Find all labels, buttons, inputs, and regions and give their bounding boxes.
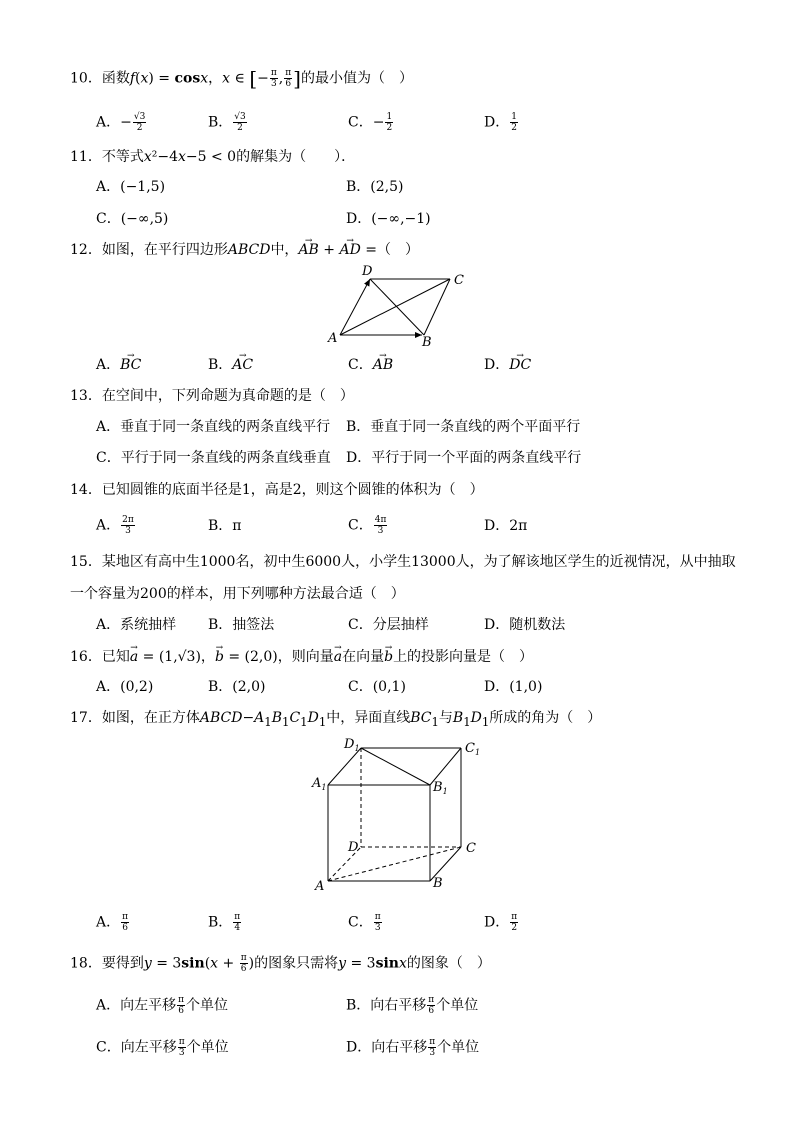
q15-option-d[interactable]: D．随机数法 bbox=[484, 617, 566, 633]
point-label-b: B bbox=[422, 335, 432, 350]
q12-option-d[interactable]: D．→ DC bbox=[484, 356, 531, 374]
point-label-c1: $C_1$ bbox=[465, 741, 481, 757]
q14-option-d[interactable]: D．2π bbox=[484, 518, 528, 534]
q14-option-a[interactable]: A． $\frac{2\pi}{3}$ bbox=[96, 515, 134, 536]
q17-option-d[interactable]: D． $\frac{\pi}{2}$ bbox=[484, 912, 518, 933]
q11-option-d[interactable]: D．(−∞,−1) bbox=[346, 211, 431, 227]
question-18: 18．要得到y = 3sin(x + $\frac{\pi}{6}$ )的图象只需将y = 3sinx的图象（ ） bbox=[70, 953, 491, 974]
q13-option-b[interactable]: B．垂直于同一条直线的两个平面平行 bbox=[346, 419, 581, 435]
q11-option-a[interactable]: A．(−1,5) bbox=[96, 179, 166, 195]
q13-option-d[interactable]: D．平行于同一个平面的两条直线平行 bbox=[346, 450, 582, 466]
q17-option-a[interactable]: A． $\frac{\pi}{6}$ bbox=[96, 912, 129, 933]
q16-option-a[interactable]: A．(0,2) bbox=[96, 679, 154, 695]
question-10: 10．函数f(x) = cosx，x ∈ [− $\frac{\pi}{3}$ , $\frac{\pi}{6}$ ]的最小值为（ ） bbox=[70, 66, 413, 91]
q16-option-d[interactable]: D．(1,0) bbox=[484, 679, 543, 695]
point-label-a: A bbox=[315, 879, 325, 894]
question-15-line-2: 一个容量为200的样本，用下列哪种方法最合适（ ） bbox=[70, 586, 405, 602]
point-label-b: B bbox=[433, 876, 443, 891]
q18-option-b[interactable]: B．向右平移 $\frac{\pi}{6}$ 个单位 bbox=[346, 995, 479, 1016]
q13-option-c[interactable]: C．平行于同一条直线的两条直线垂直 bbox=[96, 450, 331, 466]
question-16: 16．已知→ a = (1,√3)，→ b = (2,0)，则向量→ a在向量→ b上的投影向量是（ ） bbox=[70, 648, 533, 666]
q10-option-a[interactable]: A．− $\frac{√3}{2}$ bbox=[96, 112, 146, 133]
question-14: 14．已知圆锥的底面半径是1，高是2，则这个圆锥的体积为（ ） bbox=[70, 482, 484, 498]
q18-option-a[interactable]: A．向左平移 $\frac{\pi}{6}$ 个单位 bbox=[96, 995, 229, 1016]
q16-option-b[interactable]: B．(2,0) bbox=[208, 679, 266, 695]
q15-option-a[interactable]: A．系统抽样 bbox=[96, 617, 177, 633]
q10-option-d[interactable]: D． $\frac{1}{2}$ bbox=[484, 112, 517, 133]
point-label-b1: $B_1$ bbox=[433, 780, 448, 796]
q17-option-c[interactable]: C． $\frac{\pi}{3}$ bbox=[348, 912, 381, 933]
cube-figure bbox=[308, 735, 488, 895]
question-13: 13．在空间中，下列命题为真命题的是（ ） bbox=[70, 388, 354, 404]
q13-option-a[interactable]: A．垂直于同一条直线的两条直线平行 bbox=[96, 419, 331, 435]
q12-option-a[interactable]: A．→ BC bbox=[96, 356, 141, 374]
q15-option-c[interactable]: C．分层抽样 bbox=[348, 617, 429, 633]
point-label-d: D bbox=[362, 264, 373, 279]
q18-option-c[interactable]: C．向左平移 $\frac{\pi}{3}$ 个单位 bbox=[96, 1037, 229, 1058]
q10-option-c[interactable]: C．− $\frac{1}{2}$ bbox=[348, 112, 393, 133]
q10-option-b[interactable]: B． $\frac{√3}{2}$ bbox=[208, 112, 246, 133]
q11-option-b[interactable]: B．(2,5) bbox=[346, 179, 404, 195]
point-label-a1: $A_1$ bbox=[312, 776, 327, 792]
q17-option-b[interactable]: B． $\frac{\pi}{4}$ bbox=[208, 912, 241, 933]
point-label-c: C bbox=[454, 273, 464, 288]
q15-option-b[interactable]: B．抽签法 bbox=[208, 617, 275, 633]
question-15-line-1: 15．某地区有高中生1000名，初中生6000人，小学生13000人，为了解该地区学生的近视情况，从中抽取 bbox=[70, 554, 736, 570]
question-12: 12．如图，在平行四边形ABCD中，→ AB + → AD =（ ） bbox=[70, 241, 419, 259]
q12-option-b[interactable]: B．→ AC bbox=[208, 356, 253, 374]
q11-option-c[interactable]: C．(−∞,5) bbox=[96, 211, 169, 227]
q12-option-c[interactable]: C．→ AB bbox=[348, 356, 393, 374]
q18-option-d[interactable]: D．向右平移 $\frac{\pi}{3}$ 个单位 bbox=[346, 1037, 480, 1058]
point-label-d: D bbox=[348, 840, 359, 855]
point-label-d1: $D_1$ bbox=[344, 737, 360, 753]
parallelogram-figure bbox=[322, 262, 472, 350]
point-label-a: A bbox=[328, 331, 338, 346]
question-17: 17．如图，在正方体$ABCD-A_1B_1C_1D_1$中，异面直线$BC_1$与$B_1D_1$所成的角为（ ） bbox=[70, 710, 602, 729]
question-11: 11．不等式x²−4x−5 < 0的解集为（ ）． bbox=[70, 149, 356, 165]
q14-option-b[interactable]: B．π bbox=[208, 518, 242, 534]
q14-option-c[interactable]: C． $\frac{4\pi}{3}$ bbox=[348, 515, 387, 536]
point-label-c: C bbox=[466, 841, 476, 856]
q16-option-c[interactable]: C．(0,1) bbox=[348, 679, 406, 695]
